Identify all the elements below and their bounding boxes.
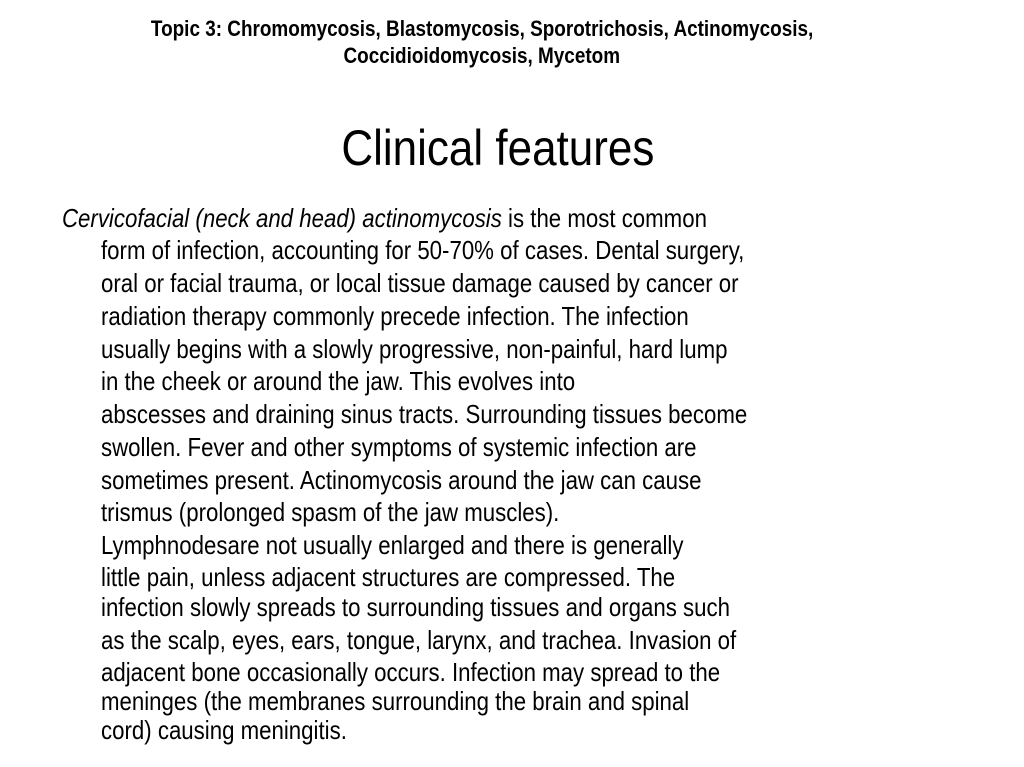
body-line: Lymphnodesare not usually enlarged and there is generally [101,530,684,560]
body-line: abscesses and draining sinus tracts. Surrounding tissues become [101,399,748,429]
body-line: form of infection, accounting for 50-70% of cases. Dental surgery, [101,235,745,265]
topic-heading-line-2 [0,43,964,69]
body-line-first [62,203,707,233]
body-line: trismus (prolonged spasm of the jaw muscles). [101,497,560,527]
body-line: radiation therapy commonly precede infection. The infection [101,301,689,331]
body-line: sometimes present. Actinomycosis around the jaw can cause [101,465,702,495]
body-line: infection slowly spreads to surrounding tissues and organs such [101,592,730,622]
topic-text-1: Topic 3: Chromomycosis, Blastomycosis, Sporotrichosis, Actinomycosis, [150,16,814,41]
body-line: cord) causing meningitis. [101,715,347,745]
body-line: swollen. Fever and other symptoms of systemic infection are [101,432,697,462]
slide-title-text: Clinical features [341,120,655,176]
body-line: meninges (the membranes surrounding the brain and spinal [101,686,690,716]
body-line: oral or facial trauma, or local tissue damage caused by cancer or [101,268,739,298]
slide-title [0,118,996,178]
body-line: little pain, unless adjacent structures are compressed. The [101,562,676,592]
body-line: usually begins with a slowly progressive, non-painful, hard lump [101,334,728,364]
topic-heading-line-1 [0,16,964,42]
topic-text-2: Coccidioidomycosis, Mycetom [343,43,621,68]
italic-term: Cervicofacial (neck and head) actinomycosis [62,203,502,233]
body-line: as the scalp, eyes, ears, tongue, larynx, and trachea. Invasion of [101,625,737,655]
body-line: adjacent bone occasionally occurs. Infection may spread to the [101,657,721,687]
body-line: in the cheek or around the jaw. This evolves into [101,366,576,396]
body-text: is the most common [501,203,707,233]
